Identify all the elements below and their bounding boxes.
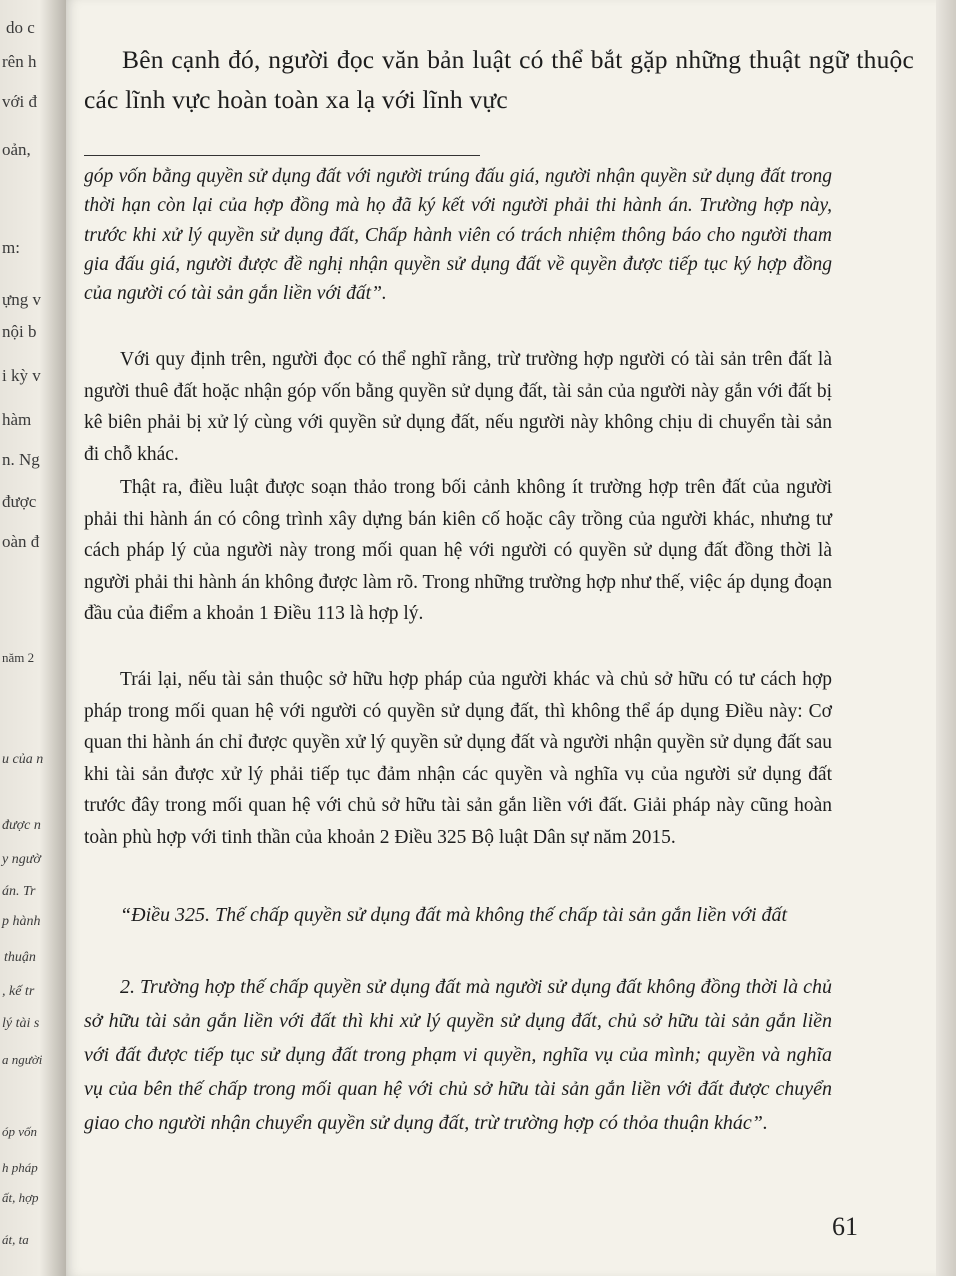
margin-fragment: nội b bbox=[2, 322, 37, 341]
margin-fragment: ất, hợp bbox=[2, 1190, 39, 1205]
margin-fragment: thuận bbox=[4, 950, 36, 965]
margin-fragment: oản, bbox=[2, 140, 31, 159]
margin-fragment: oàn đ bbox=[2, 532, 40, 551]
quote-title: “Điều 325. Thế chấp quyền sử dụng đất mà không thế chấp tài sản gắn liền với đất bbox=[120, 904, 788, 926]
margin-fragment: được bbox=[2, 492, 37, 511]
margin-fragment: ựng v bbox=[2, 290, 41, 309]
paragraph-1: Với quy định trên, người đọc có thể nghĩ rằng, trừ trường hợp người có tài sản trên đất là người thuê đất hoặc nhận góp vốn bằng quyền sử dụng đất, tài sản của người này gắn với đất bị kê biên phải bị xử lý cùng với quyền sử dụng đất, nếu người này không chịu di chuyển tài sản đi chỗ khác. bbox=[84, 349, 832, 465]
quote-body: 2. Trường hợp thế chấp quyền sử dụng đất mà người sử dụng đất không đồng thời là chủ sở hữu tài sản gắn liền với đất thì khi xử lý quyền sử dụng đất, chủ sở hữu tài sản gắn liền với đất được tiếp tục sử dụng đất trong phạm vi quyền, nghĩa vụ của mình; quyền và nghĩa vụ của bên thế chấp trong mối quan hệ với chủ sở hữu tài sản gắn liền với đất được chuyển giao cho người nhận chuyển quyền sử dụng đất, trừ trường hợp có thỏa thuận khác”. bbox=[84, 976, 832, 1134]
footnote-continuation: góp vốn bằng quyền sử dụng đất với người trúng đấu giá, người nhận quyền sử dụng đất trong thời hạn còn lại của hợp đồng mà họ đã ký kết với người phải thi hành án. Trường hợp này, trước khi xử lý quyền sử dụng đất, Chấp hành viên có trách nhiệm thông báo cho người tham gia đấu giá, người được đề nghị nhận quyền sử dụng đất về quyền được tiếp tục ký hợp đồng của người có tài sản gắn liền với đất”. bbox=[84, 166, 832, 305]
previous-page-edge bbox=[0, 0, 66, 1276]
paragraph-2: Thật ra, điều luật được soạn thảo trong bối cảnh không ít trường hợp trên đất của người phải thi hành án có công trình xây dựng bán kiên cố hoặc cây trồng của người khác, nhưng tư cách pháp lý của người này trong mối quan hệ với người có quyền sử dụng đất đồng thời là người phải thi hành án không được làm rõ. Trong những trường hợp như thế, việc áp dụng đoạn đầu của điểm a khoản 1 Điều 113 là hợp lý. bbox=[84, 477, 832, 624]
margin-fragment: , kế tr bbox=[2, 984, 35, 999]
footnote-separator bbox=[84, 155, 480, 156]
margin-fragment: a người bbox=[2, 1052, 43, 1067]
margin-fragment: óp vốn bbox=[2, 1124, 38, 1139]
margin-fragment: năm 2 bbox=[2, 650, 35, 665]
book-page bbox=[66, 0, 936, 1276]
margin-fragment: i kỳ v bbox=[2, 366, 41, 385]
margin-fragment: át, ta bbox=[2, 1232, 29, 1247]
margin-fragment: với đ bbox=[2, 92, 37, 111]
margin-fragment: lý tài s bbox=[2, 1016, 40, 1031]
margin-fragment: m: bbox=[2, 238, 20, 257]
margin-fragment: rên h bbox=[2, 52, 37, 71]
margin-fragment: được n bbox=[2, 818, 41, 833]
page-edge bbox=[936, 0, 956, 1276]
margin-fragment: hàm bbox=[2, 410, 32, 429]
margin-fragment: u của n bbox=[2, 752, 44, 767]
margin-fragment: n. Ng bbox=[2, 450, 40, 469]
paragraph-3: Trái lại, nếu tài sản thuộc sở hữu hợp pháp của người khác và chủ sở hữu có tư cách hợp pháp trong mối quan hệ với người có quyền sử dụng đất, thì không thể áp dụng Điều này: Cơ quan thi hành án chỉ được quyền xử lý quyền sử dụng đất và người nhận quyền sử dụng đất sau khi tài sản được xử lý phải tiếp tục đảm nhận các quyền và nghĩa vụ của người sử dụng đất trước đây trong mối quan hệ với chủ sở hữu tài sản gắn liền với đất. Giải pháp này cũng hoàn toàn phù hợp với tinh thần của khoản 2 Điều 325 Bộ luật Dân sự năm 2015. bbox=[84, 669, 832, 848]
page-number: 61 bbox=[832, 1212, 858, 1241]
margin-fragment: án. Tr bbox=[2, 884, 36, 899]
margin-fragment: y ngườ bbox=[2, 852, 41, 867]
intro-paragraph: Bên cạnh đó, người đọc văn bản luật có thể bắt gặp những thuật ngữ thuộc các lĩnh vực hoàn toàn xa lạ với lĩnh vực bbox=[84, 45, 914, 114]
margin-fragment: h pháp bbox=[2, 1160, 38, 1175]
margin-fragment: do c bbox=[6, 18, 35, 37]
margin-fragment: p hành bbox=[2, 914, 41, 929]
